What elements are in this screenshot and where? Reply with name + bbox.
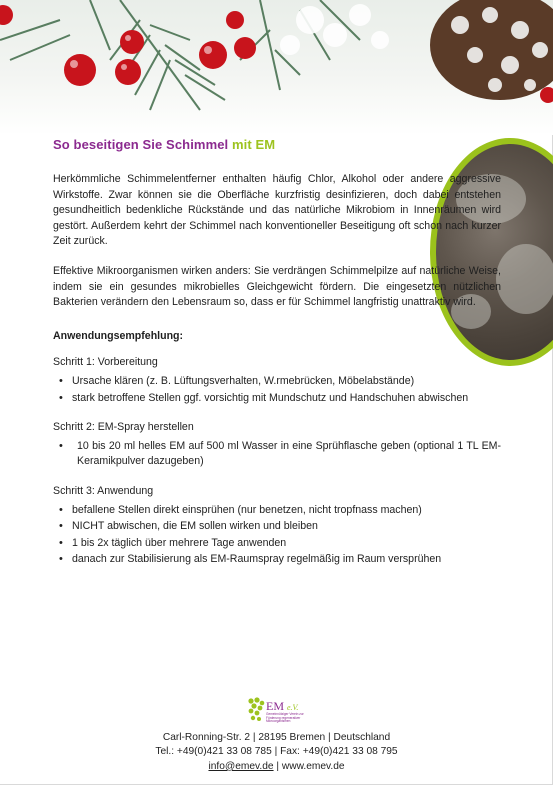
list-item: • 10 bis 20 ml helles EM auf 500 ml Wasser in eine Sprühflasche geben (optional 1 TL EM-Keramikpulver dazugeben) — [53, 439, 501, 470]
logo-tagline: Gemeinnütziger Verein zur Förderung regenerativer Mikroorganismen — [266, 712, 304, 724]
list-item: • Ursache klären (z. B. Lüftungsverhalten, W.rmebrücken, Möbelabstände) — [53, 374, 501, 390]
step-3-title: Schritt 3: Anwendung — [53, 484, 154, 497]
website-link[interactable]: www.emev.de — [281, 760, 345, 772]
list-item: • danach zur Stabilisierung als EM-Raumspray regelmäßig im Raum versprühen — [53, 552, 501, 568]
footer-phone: Tel.: +49(0)421 33 08 785 | Fax: +49(0)421 33 08 795 — [155, 746, 398, 758]
email-link[interactable]: info@emev.de — [208, 760, 274, 772]
main-content — [53, 172, 501, 582]
page-title: So beseitigen Sie Schimmel mit EM — [53, 137, 276, 152]
list-item: • stark betroffene Stellen ggf. vorsichtig mit Mundschutz und Handschuhen abwischen — [53, 391, 501, 407]
footer-contact: info@emev.de | www.emev.de — [208, 760, 345, 772]
footer — [0, 731, 553, 774]
logo-wordmark: EM e.V. — [266, 699, 299, 713]
step-1-list — [53, 374, 501, 406]
list-item: • befallene Stellen direkt einsprühen (nur benetzen, nicht tropfnass machen) — [53, 503, 501, 519]
em-paragraph: Effektive Mikroorganismen wirken anders: Sie verdrängen Schimmelpilze auf natürliche Weise, indem sie ein gesundes mikrobielles Gleichgewicht fördern. Die eingesetzten nützlichen Bakterien verändern den Lebensraum so, dass er für Schimmel langfristig unattraktiv wird. — [53, 264, 501, 309]
step-3-list — [53, 503, 501, 568]
list-item: • NICHT abwischen, die EM sollen wirken und bleiben — [53, 519, 501, 535]
header-image-christmas-branches — [0, 0, 553, 135]
step-2-list — [53, 439, 501, 470]
intro-paragraph: Herkömmliche Schimmelentferner enthalten häufig Chlor, Alkohol oder andere aggressive Wirkstoffe. Zwar können sie die Oberfläche kurzfristig desinfizieren, doch dabei entstehen gesundheitlich bedenkliche Rückstände und das natürliche Mikrobiom in Innenräumen wird gestört. Außerdem kehrt der Schimmel nach konventioneller Beseitigung oft schon nach kurzer Zeit zurück. — [53, 173, 501, 248]
step-1-title: Schritt 1: Vorbereitung — [53, 356, 158, 369]
grape-dots-icon — [247, 697, 265, 723]
footer-address: Carl-Ronning-Str. 2 | 28195 Bremen | Deutschland — [162, 732, 391, 743]
em-ev-logo — [247, 697, 309, 725]
step-2-title: Schritt 2: EM-Spray herstellen — [53, 421, 194, 434]
list-item: • 1 bis 2x täglich über mehrere Tage anwenden — [53, 536, 501, 552]
recommendation-heading: Anwendungsempfehlung: — [53, 329, 184, 342]
